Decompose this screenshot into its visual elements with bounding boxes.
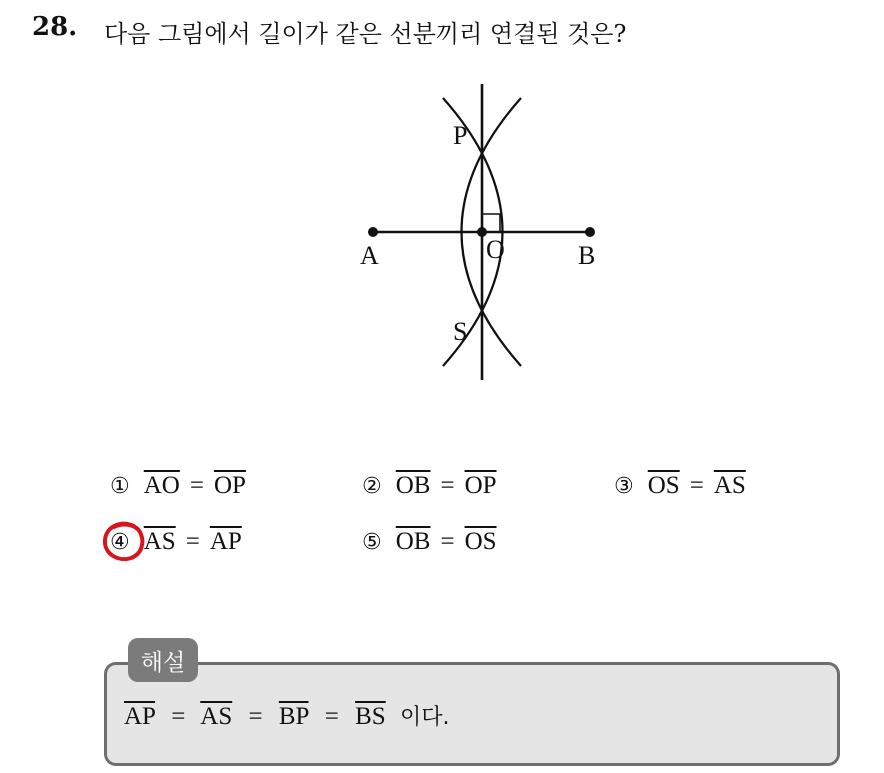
label-b: B [578,241,596,270]
equals-sign: = [440,472,455,499]
label-a: A [360,241,379,270]
choice-3[interactable] [614,472,746,500]
segment-right: $\overline{AS}$ [713,472,746,499]
segment-right: $\overline{AP}$ [209,528,242,555]
segment-right: $\overline{OP}$ [464,472,497,499]
choice-1[interactable] [110,472,246,500]
solution-segment: $\overline{AS}$ [200,703,233,730]
segment-right: $\overline{OP}$ [213,472,246,499]
solution-text [124,700,449,731]
solution-segment: $\overline{BS}$ [355,703,386,730]
equals-sign: = [185,528,200,555]
choice-number: ③ [614,474,634,499]
question-number: 28. [32,12,78,42]
answer-circle-mark [100,518,148,564]
choice-number: ⑤ [362,530,382,555]
segment-right: $\overline{OS}$ [464,528,497,555]
question-text: 다음 그림에서 길이가 같은 선분끼리 연결된 것은? [104,20,627,48]
equals-sign: = [440,528,455,555]
choice-number: ② [362,474,382,499]
segment-left: $\overline{OB}$ [395,528,431,555]
choice-2[interactable] [362,472,497,500]
equals-sign: = [171,703,186,730]
choice-5[interactable] [362,528,497,556]
equals-sign: = [189,472,204,499]
choice-number: ④ [110,530,130,555]
segment-left: $\overline{OS}$ [647,472,680,499]
choice-number: ① [110,474,130,499]
solution-segment: $\overline{AP}$ [124,703,156,730]
equals-sign: = [324,703,339,730]
segment-left: $\overline{OB}$ [395,472,431,499]
segment-left: $\overline{AO}$ [143,472,180,499]
point-a [368,227,378,237]
label-p: P [453,121,468,150]
label-o: O [486,235,505,264]
label-s: S [453,317,468,346]
solution-tab: 해설 [128,638,198,682]
equals-sign: = [689,472,704,499]
perpendicular-bisector-diagram [340,78,630,388]
geometry-figure [340,78,630,388]
segment-left: $\overline{AS}$ [143,528,176,555]
point-b [585,227,595,237]
solution-tail: 이다. [399,705,450,730]
solution-segment: $\overline{BP}$ [278,703,309,730]
equals-sign: = [248,703,263,730]
